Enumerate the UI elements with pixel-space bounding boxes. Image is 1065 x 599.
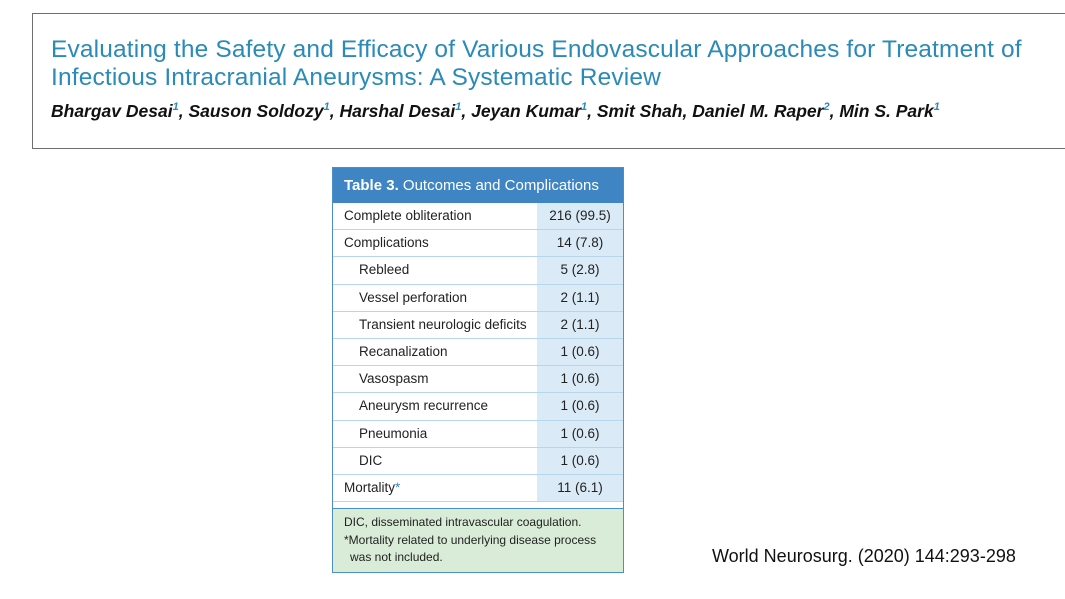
row-label xyxy=(333,475,537,501)
row-label xyxy=(333,285,537,311)
table-row xyxy=(333,339,623,366)
row-label-text: Vessel perforation xyxy=(359,289,468,305)
row-label xyxy=(333,203,537,229)
paper-header xyxy=(32,13,1065,149)
row-label xyxy=(333,448,537,474)
table-row xyxy=(333,285,623,312)
row-value: 1 (0.6) xyxy=(537,339,623,365)
table-row xyxy=(333,257,623,284)
row-label-text: Rebleed xyxy=(359,262,410,278)
author-name: Bhargav Desai xyxy=(51,101,173,121)
row-value: 1 (0.6) xyxy=(537,448,623,474)
row-label-text: Complete obliteration xyxy=(344,208,472,223)
row-value: 14 (7.8) xyxy=(537,230,623,256)
row-value: 2 (1.1) xyxy=(537,285,623,311)
table-body xyxy=(333,203,623,502)
row-label-text: Vasospasm xyxy=(359,371,429,387)
author-name: Smit Shah xyxy=(596,101,683,121)
author-name: Daniel M. Raper xyxy=(692,101,824,121)
paper-title: Evaluating the Safety and Efficacy of Various Endovascular Approaches for Treatment of Infectious Intracranial Aneurysms: A Systematic Review xyxy=(51,36,1022,91)
author-affiliation: 1 xyxy=(455,101,462,114)
row-label-text: Aneurysm recurrence xyxy=(359,398,489,414)
row-label xyxy=(333,257,537,283)
row-label-text: Complications xyxy=(344,235,429,251)
footnote-marker: * xyxy=(395,479,401,495)
row-label xyxy=(333,421,537,447)
author-name: Min S. Park xyxy=(839,101,934,121)
table-row xyxy=(333,475,623,502)
author-affiliation: 1 xyxy=(933,101,940,114)
row-label-text: Mortality xyxy=(344,479,396,495)
table-label: Table 3. xyxy=(344,177,399,194)
author-affiliation: 2 xyxy=(823,101,830,114)
row-value: 11 (6.1) xyxy=(537,475,623,501)
author-list: Bhargav Desai$^1$, Sauson Soldozy$^1$, Harshal Desai$^1$, Jeyan Kumar$^1$, Smit Shah, Daniel M. Raper$^2$, Min S. Park$^1$ xyxy=(51,101,940,121)
row-label xyxy=(333,312,537,338)
table-row xyxy=(333,203,623,230)
row-value: 2 (1.1) xyxy=(537,312,623,338)
table-row xyxy=(333,448,623,475)
journal-citation: World Neurosurg. (2020) 144:293-298 xyxy=(712,546,1016,566)
row-label-text: Transient neurologic deficits xyxy=(359,316,527,332)
author-affiliation: 1 xyxy=(581,101,588,114)
author-name: Sauson Soldozy xyxy=(188,101,324,121)
row-label-text: Recanalization xyxy=(359,343,448,359)
row-label xyxy=(333,393,537,419)
author-affiliation: 1 xyxy=(323,101,330,114)
author-name: Harshal Desai xyxy=(339,101,456,121)
row-value: 1 (0.6) xyxy=(537,366,623,392)
row-value: 216 (99.5) xyxy=(537,203,623,229)
row-label-text: DIC xyxy=(359,452,383,468)
row-value: 1 (0.6) xyxy=(537,421,623,447)
row-label xyxy=(333,339,537,365)
footnote-mortality: *Mortality related to underlying disease process was not included. xyxy=(344,532,597,564)
row-label xyxy=(333,230,537,256)
row-label xyxy=(333,366,537,392)
row-value: 5 (2.8) xyxy=(537,257,623,283)
table-row xyxy=(333,393,623,420)
author-name: Jeyan Kumar xyxy=(471,101,582,121)
row-label-text: Pneumonia xyxy=(359,425,428,441)
footnote-dic: DIC, disseminated intravascular coagulation. xyxy=(344,515,582,529)
table-footnotes xyxy=(333,508,623,572)
outcomes-table xyxy=(332,167,624,573)
author-affiliation: 1 xyxy=(172,101,179,114)
table-caption xyxy=(333,168,623,203)
table-row xyxy=(333,312,623,339)
table-row xyxy=(333,230,623,257)
table-caption-text: Outcomes and Complications xyxy=(402,177,599,194)
table-row xyxy=(333,366,623,393)
table-row xyxy=(333,421,623,448)
row-value: 1 (0.6) xyxy=(537,393,623,419)
